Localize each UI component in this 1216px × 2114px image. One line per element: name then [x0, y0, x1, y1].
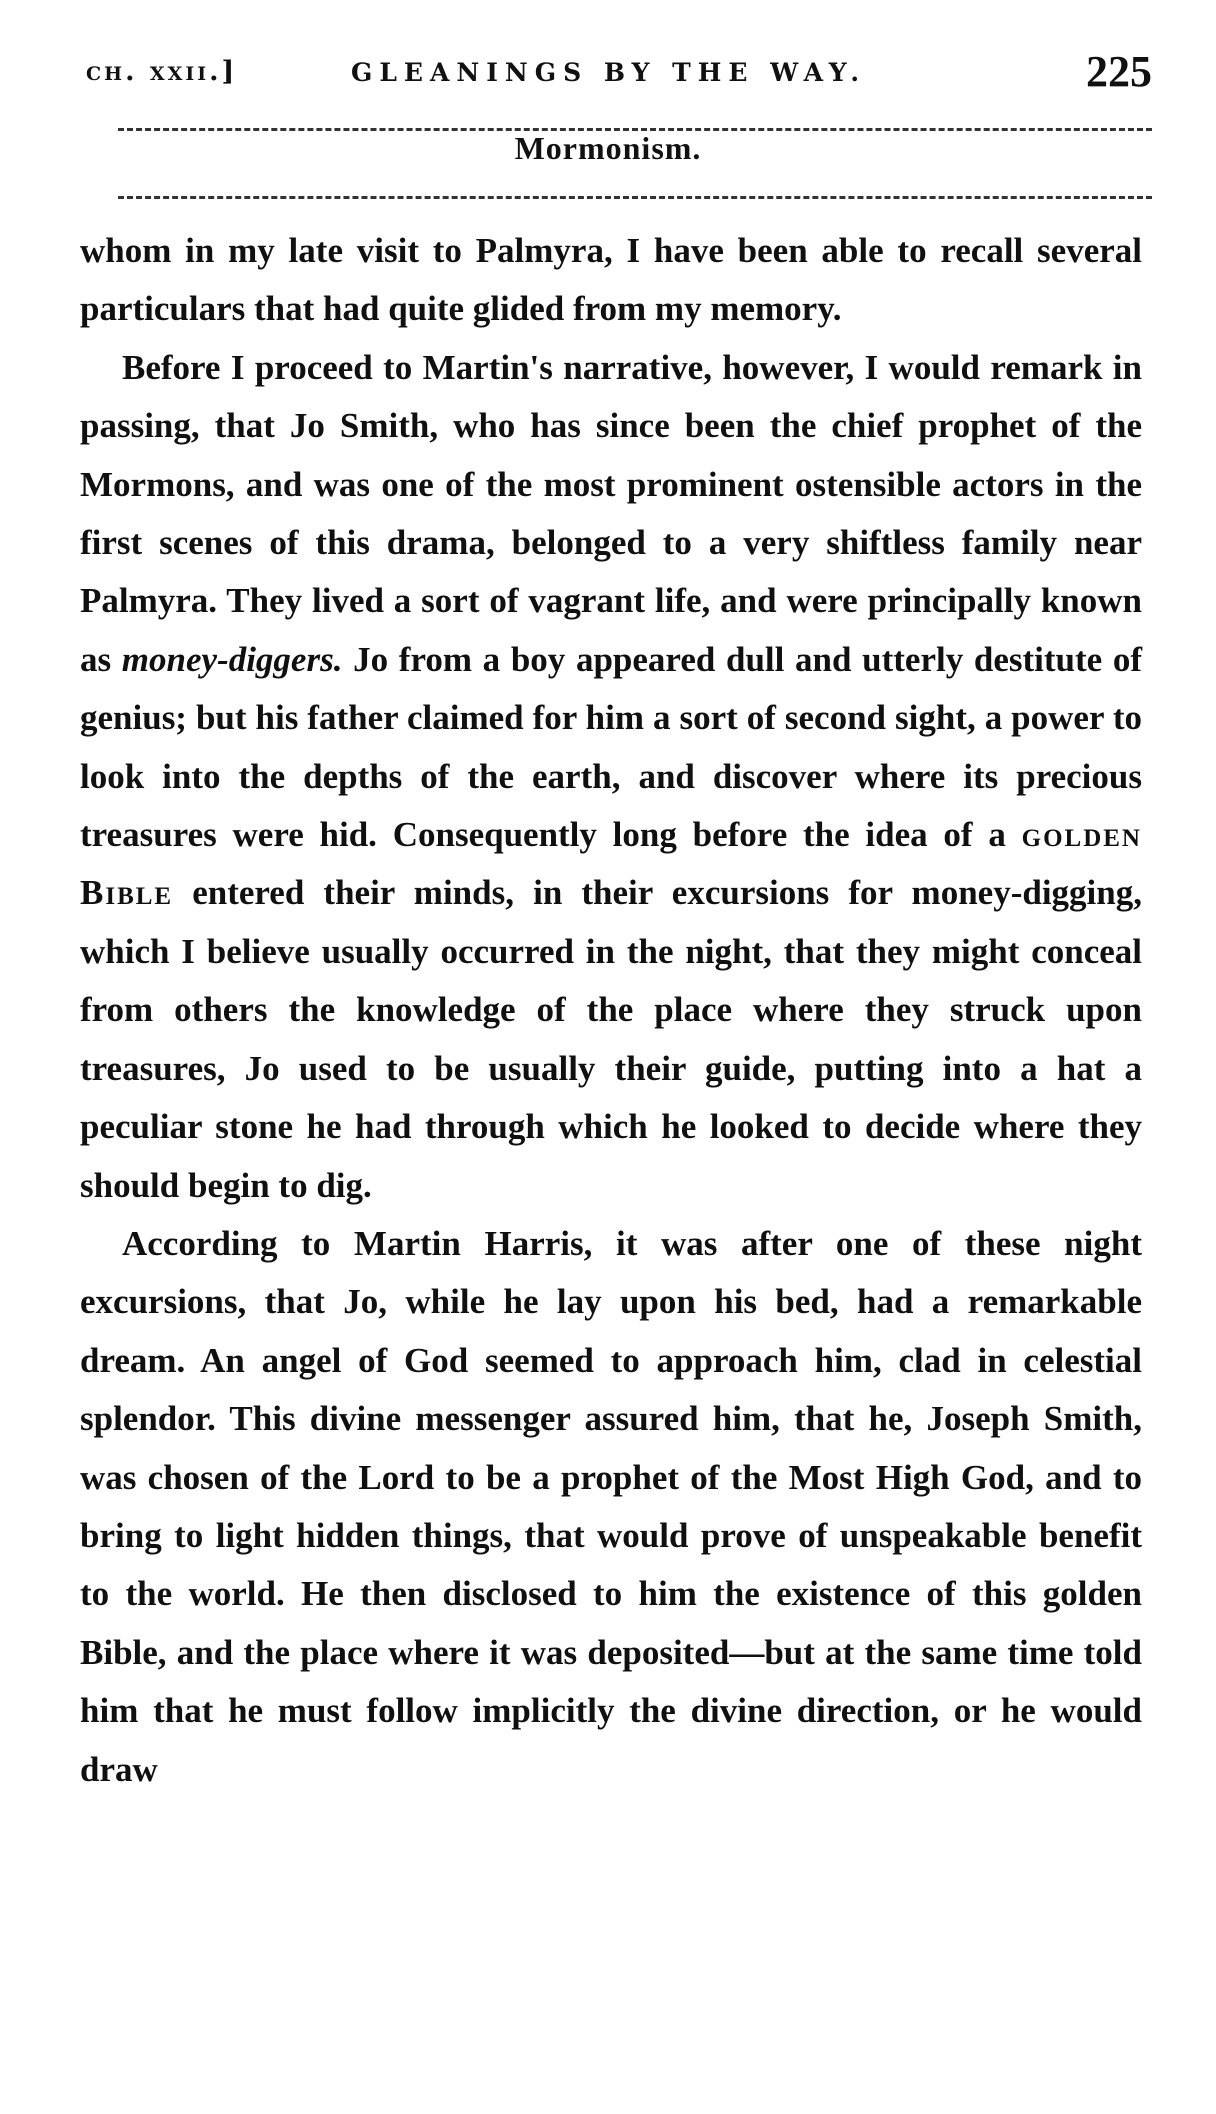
paragraph-1: whom in my late visit to Palmyra, I have been able to recall several particulars that had quite glided from my memory.	[80, 231, 1142, 329]
page-number: 225	[1086, 47, 1152, 96]
chapter-marker: ch. xxii.]	[86, 56, 238, 87]
italic-phrase: money-diggers.	[121, 639, 343, 679]
paragraph-3: According to Martin Harris, it was after one of these night excursions, that Jo, while he lay upon his bed, had a remarkable dream. An angel of God seemed to approach him, clad in celestial splendor. This divine messenger assured him, that he, Joseph Smith, was chosen of the Lord to be a prophet of the Most High God, and to bring to light hidden things, that would prove of unspeakable benefit to the world. He then disclosed to him the existence of this golden Bible, and the place where it was deposited—but at the same time told him that he must follow implicitly the divine direction, or he would draw	[80, 1223, 1142, 1789]
paragraph-2-part-b: Jo from a boy appeared dull and utterly destitute of genius; but his father claimed for him a sort of second sight, a power to look into the depths of the earth, and discover where its precious treasures were hid. Consequently long before the idea of a	[80, 639, 1143, 855]
section-heading: Mormonism.	[514, 130, 702, 166]
bottom-rule	[118, 196, 1152, 199]
body-text	[80, 222, 1142, 1799]
smallcaps-phrase: golden Bible	[80, 815, 1142, 913]
paragraph-2	[80, 339, 1142, 1215]
running-head	[86, 46, 1152, 96]
paragraph-2-part-c: entered their minds, in their excursions for money-digging, which I believe usually occurred in the night, that they might conceal from others the knowledge of the place where they struck upon treasures, Jo used to be usually their guide, putting into a hat a peculiar stone he had through which he looked to decide where they should begin to dig.	[80, 873, 1142, 1205]
running-title: GLEANINGS BY THE WAY.	[351, 58, 867, 87]
paragraph-2-part-a: Before I proceed to Martin's narrative, however, I would remark in passing, that Jo Smith, who has since been the chief prophet of the Mormons, and was one of the most prominent ostensible actors in the first scenes of this drama, belonged to a very shiftless family near Palmyra. They lived a sort of vagrant life, and were principally known as	[80, 347, 1142, 679]
